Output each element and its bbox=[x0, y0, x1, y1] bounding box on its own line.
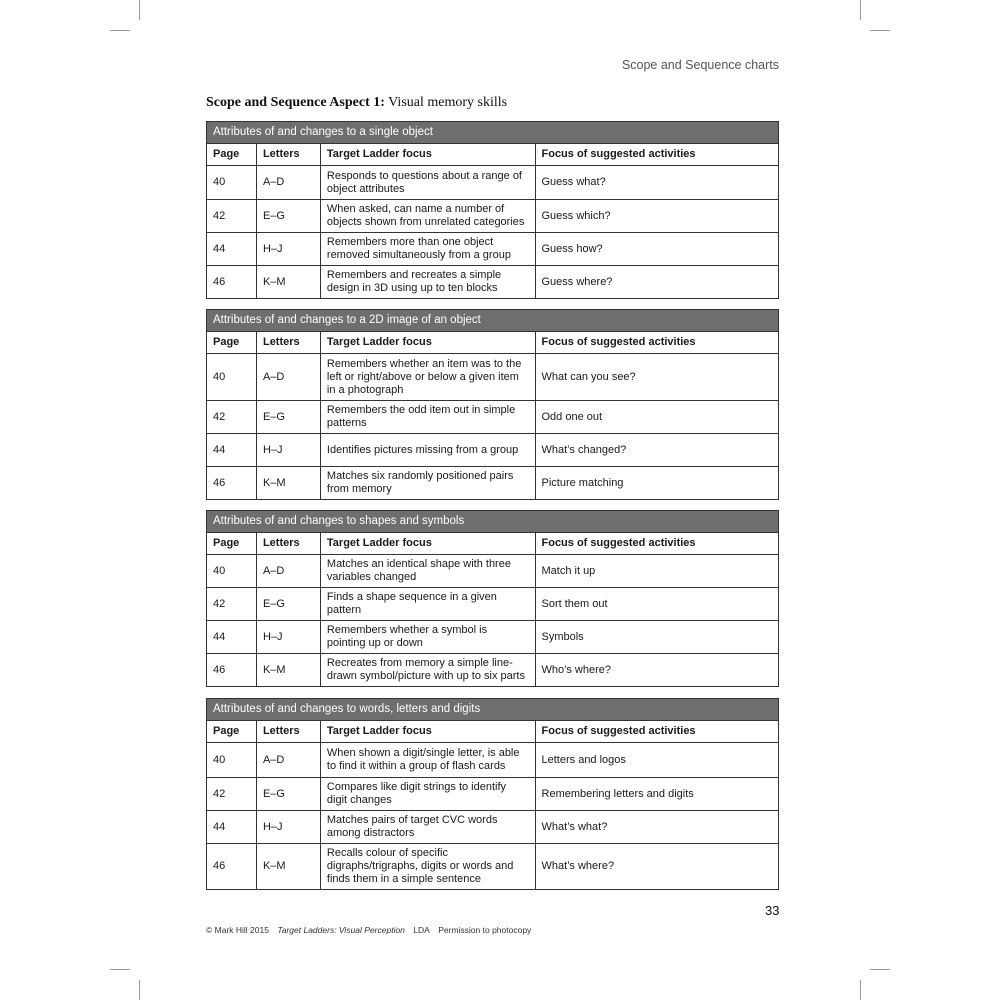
activity-cell: Who’s where? bbox=[535, 654, 779, 687]
section-table bbox=[206, 121, 779, 299]
section-title: Attributes of and changes to a single object bbox=[207, 122, 779, 144]
table-row bbox=[207, 844, 779, 890]
aspect-label: Scope and Sequence Aspect 1: bbox=[206, 95, 385, 110]
footer bbox=[206, 925, 537, 935]
focus-cell: Finds a shape sequence in a given pattern bbox=[320, 588, 535, 621]
column-header: Focus of suggested activities bbox=[535, 533, 779, 555]
table-row bbox=[207, 467, 779, 500]
column-header: Page bbox=[207, 332, 257, 354]
footer-permission: Permission to photocopy bbox=[438, 925, 532, 935]
activity-cell: Letters and logos bbox=[535, 743, 778, 778]
column-header-row bbox=[207, 533, 779, 555]
footer-book-title: Target Ladders: Visual Perception bbox=[277, 925, 405, 935]
column-header-row bbox=[207, 721, 779, 743]
table-row bbox=[207, 233, 779, 266]
page-cell: 44 bbox=[207, 621, 257, 654]
letters-cell: K–M bbox=[256, 467, 320, 500]
letters-cell: E–G bbox=[256, 778, 320, 811]
activity-cell: Guess where? bbox=[535, 266, 779, 299]
table-row bbox=[207, 621, 779, 654]
letters-cell: H–J bbox=[256, 233, 320, 266]
activity-cell: Remembering letters and digits bbox=[535, 778, 778, 811]
table-row bbox=[207, 743, 779, 778]
focus-cell: Remembers and recreates a simple design in 3D using up to ten blocks bbox=[320, 266, 535, 299]
focus-cell: Matches pairs of target CVC words among distractors bbox=[320, 811, 535, 844]
page-cell: 40 bbox=[207, 555, 257, 588]
crop-mark bbox=[139, 0, 140, 20]
focus-cell: When shown a digit/single letter, is able to find it within a group of flash cards bbox=[320, 743, 535, 778]
page-cell: 42 bbox=[207, 778, 257, 811]
activity-cell: What’s changed? bbox=[535, 434, 779, 467]
page-title bbox=[206, 95, 507, 111]
footer-copyright: © Mark Hill 2015 bbox=[206, 925, 269, 935]
activity-cell: Match it up bbox=[535, 555, 779, 588]
running-head: Scope and Sequence charts bbox=[621, 58, 779, 72]
focus-cell: Remembers whether an item was to the left or right/above or below a given item in a photograph bbox=[320, 354, 535, 401]
activity-cell: Guess how? bbox=[535, 233, 779, 266]
column-header: Focus of suggested activities bbox=[535, 144, 779, 166]
activity-cell: Sort them out bbox=[535, 588, 779, 621]
table-row bbox=[207, 200, 779, 233]
letters-cell: H–J bbox=[256, 434, 320, 467]
section-title: Attributes of and changes to a 2D image of an object bbox=[207, 310, 779, 332]
table-row bbox=[207, 588, 779, 621]
crop-mark bbox=[110, 969, 130, 970]
page-cell: 46 bbox=[207, 467, 257, 500]
crop-mark bbox=[139, 980, 140, 1000]
letters-cell: A–D bbox=[256, 166, 320, 200]
letters-cell: A–D bbox=[256, 743, 320, 778]
column-header: Target Ladder focus bbox=[320, 332, 535, 354]
page-cell: 40 bbox=[207, 166, 257, 200]
table-row bbox=[207, 654, 779, 687]
focus-cell: Remembers the odd item out in simple patterns bbox=[320, 401, 535, 434]
column-header: Focus of suggested activities bbox=[535, 721, 778, 743]
column-header: Target Ladder focus bbox=[320, 144, 535, 166]
table-row bbox=[207, 266, 779, 299]
table-row bbox=[207, 778, 779, 811]
activity-cell: What can you see? bbox=[535, 354, 779, 401]
activity-cell: What’s where? bbox=[535, 844, 778, 890]
page-cell: 42 bbox=[207, 200, 257, 233]
focus-cell: Responds to questions about a range of object attributes bbox=[320, 166, 535, 200]
focus-cell: Remembers more than one object removed simultaneously from a group bbox=[320, 233, 535, 266]
column-header: Target Ladder focus bbox=[320, 721, 535, 743]
column-header: Page bbox=[207, 533, 257, 555]
focus-cell: Identifies pictures missing from a group bbox=[320, 434, 535, 467]
letters-cell: E–G bbox=[256, 200, 320, 233]
page-cell: 42 bbox=[207, 588, 257, 621]
activity-cell: Symbols bbox=[535, 621, 779, 654]
table-row bbox=[207, 434, 779, 467]
column-header: Letters bbox=[256, 533, 320, 555]
activity-cell: What’s what? bbox=[535, 811, 778, 844]
section-table bbox=[206, 510, 779, 687]
column-header: Page bbox=[207, 721, 257, 743]
crop-mark bbox=[870, 30, 890, 31]
letters-cell: K–M bbox=[256, 266, 320, 299]
table-row bbox=[207, 555, 779, 588]
letters-cell: H–J bbox=[256, 621, 320, 654]
activity-cell: Picture matching bbox=[535, 467, 779, 500]
table-row bbox=[207, 354, 779, 401]
crop-mark bbox=[110, 30, 130, 31]
focus-cell: Matches six randomly positioned pairs from memory bbox=[320, 467, 535, 500]
activity-cell: Guess what? bbox=[535, 166, 779, 200]
focus-cell: Compares like digit strings to identify digit changes bbox=[320, 778, 535, 811]
focus-cell: Recreates from memory a simple line-drawn symbol/picture with up to six parts bbox=[320, 654, 535, 687]
focus-cell: Remembers whether a symbol is pointing up or down bbox=[320, 621, 535, 654]
column-header: Target Ladder focus bbox=[320, 533, 535, 555]
page-cell: 44 bbox=[207, 434, 257, 467]
activity-cell: Odd one out bbox=[535, 401, 779, 434]
page-cell: 40 bbox=[207, 743, 257, 778]
page-cell: 44 bbox=[207, 233, 257, 266]
page-cell: 40 bbox=[207, 354, 257, 401]
activity-cell: Guess which? bbox=[535, 200, 779, 233]
section-title: Attributes of and changes to words, letters and digits bbox=[207, 699, 779, 721]
column-header: Page bbox=[207, 144, 257, 166]
column-header: Letters bbox=[256, 721, 320, 743]
letters-cell: A–D bbox=[256, 555, 320, 588]
focus-cell: Recalls colour of specific digraphs/trigraphs, digits or words and finds them in a simple sentence bbox=[320, 844, 535, 890]
page-number: 33 bbox=[765, 903, 780, 918]
column-header: Letters bbox=[256, 144, 320, 166]
table-row bbox=[207, 166, 779, 200]
page-cell: 46 bbox=[207, 844, 257, 890]
focus-cell: When asked, can name a number of objects shown from unrelated categories bbox=[320, 200, 535, 233]
aspect-name: Visual memory skills bbox=[388, 95, 508, 110]
section-table bbox=[206, 309, 779, 500]
page-cell: 46 bbox=[207, 266, 257, 299]
crop-mark bbox=[860, 980, 861, 1000]
column-header: Focus of suggested activities bbox=[535, 332, 779, 354]
letters-cell: E–G bbox=[256, 401, 320, 434]
letters-cell: K–M bbox=[256, 654, 320, 687]
letters-cell: K–M bbox=[256, 844, 320, 890]
crop-mark bbox=[870, 969, 890, 970]
section-title: Attributes of and changes to shapes and symbols bbox=[207, 511, 779, 533]
table-row bbox=[207, 401, 779, 434]
section-table bbox=[206, 698, 779, 890]
letters-cell: A–D bbox=[256, 354, 320, 401]
column-header: Letters bbox=[256, 332, 320, 354]
column-header-row bbox=[207, 144, 779, 166]
footer-publisher: LDA bbox=[413, 925, 430, 935]
page-cell: 44 bbox=[207, 811, 257, 844]
page-cell: 46 bbox=[207, 654, 257, 687]
focus-cell: Matches an identical shape with three variables changed bbox=[320, 555, 535, 588]
page-cell: 42 bbox=[207, 401, 257, 434]
table-row bbox=[207, 811, 779, 844]
letters-cell: E–G bbox=[256, 588, 320, 621]
column-header-row bbox=[207, 332, 779, 354]
crop-mark bbox=[860, 0, 861, 20]
letters-cell: H–J bbox=[256, 811, 320, 844]
